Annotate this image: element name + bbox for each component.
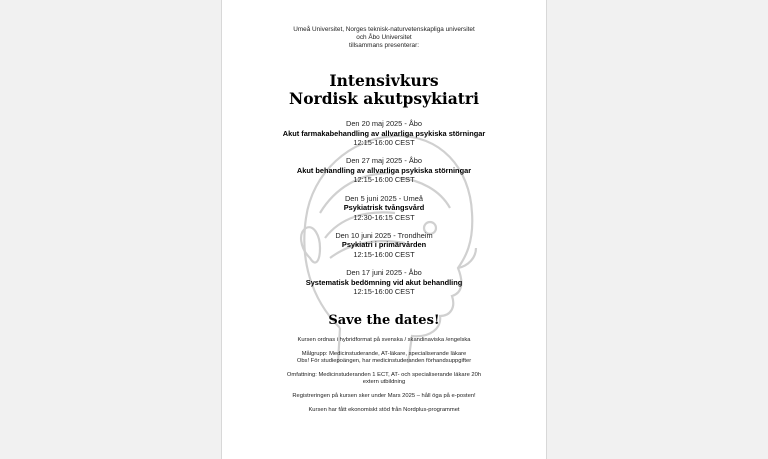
session-item bbox=[222, 231, 546, 260]
session-time: 12:15-16:00 CEST bbox=[353, 175, 415, 185]
info-line: Omfattning: Medicinstuderanden 1 ECT, AT- och specialiserande läkare 20h bbox=[286, 371, 482, 378]
session-topic: Systematisk bedömning vid akut behandling bbox=[305, 277, 463, 287]
document-page bbox=[221, 0, 547, 459]
course-title bbox=[222, 72, 546, 108]
session-item bbox=[222, 194, 546, 223]
info-line: Målgrupp: Medicinstuderande, AT-läkare, specialiserande läkare bbox=[301, 350, 467, 357]
session-topic: Psykiatri i primärvården bbox=[341, 240, 427, 250]
session-date: Den 10 juni 2025 - Trondheim bbox=[335, 230, 433, 240]
session-topic: Akut behandling av allvarliga psykiska störningar bbox=[296, 165, 472, 175]
info-target-group bbox=[222, 351, 546, 366]
info-line: Obs! För studiepoängen, har medicinstuderanden förhandsuppgifter bbox=[296, 358, 472, 364]
session-date: Den 5 juni 2025 - Umeå bbox=[344, 193, 424, 203]
session-list bbox=[222, 119, 546, 297]
session-time: 12:15-16:00 CEST bbox=[353, 287, 415, 297]
info-scope bbox=[222, 372, 546, 387]
session-item bbox=[222, 119, 546, 148]
organizer-header bbox=[222, 26, 546, 50]
info-registration bbox=[222, 393, 546, 400]
session-time: 12:15-16:00 CEST bbox=[353, 138, 415, 148]
info-line: extern utbildning bbox=[362, 379, 406, 386]
header-line: och Åbo Universitet bbox=[356, 34, 412, 41]
session-topic: Psykiatrisk tvångsvård bbox=[343, 203, 425, 213]
session-item bbox=[222, 268, 546, 297]
session-item bbox=[222, 156, 546, 185]
info-line: Kursen har fått ekonomiskt stöd från Nordplus-programmet bbox=[308, 406, 460, 413]
title-line: Intensivkurs bbox=[329, 71, 439, 90]
session-time: 12:15-16:00 CEST bbox=[353, 250, 415, 260]
header-line: Umeå Universitet, Norges teknisk-naturvetenskapliga universitet bbox=[293, 26, 475, 33]
session-date: Den 17 juni 2025 - Åbo bbox=[346, 268, 422, 278]
session-date: Den 27 maj 2025 - Åbo bbox=[345, 156, 422, 166]
info-line: Kursen ordnas i hybridformat på svenska / skandinaviska /engelska bbox=[297, 336, 471, 343]
info-line: Registreringen på kursen sker under Mars 2025 – håll öga på e-posten! bbox=[292, 392, 476, 399]
session-time: 12:30-16:15 CEST bbox=[353, 212, 415, 222]
course-info bbox=[222, 337, 546, 414]
info-funding bbox=[222, 407, 546, 414]
header-line: tillsammans presenterar: bbox=[349, 42, 419, 49]
title-line: Nordisk akutpsykiatri bbox=[289, 89, 479, 108]
session-topic: Akut farmakabehandling av allvarliga psykiska störningar bbox=[282, 128, 486, 138]
save-the-dates-heading: Save the dates! bbox=[328, 312, 440, 328]
info-format bbox=[222, 337, 546, 344]
session-date: Den 20 maj 2025 - Åbo bbox=[345, 119, 422, 128]
